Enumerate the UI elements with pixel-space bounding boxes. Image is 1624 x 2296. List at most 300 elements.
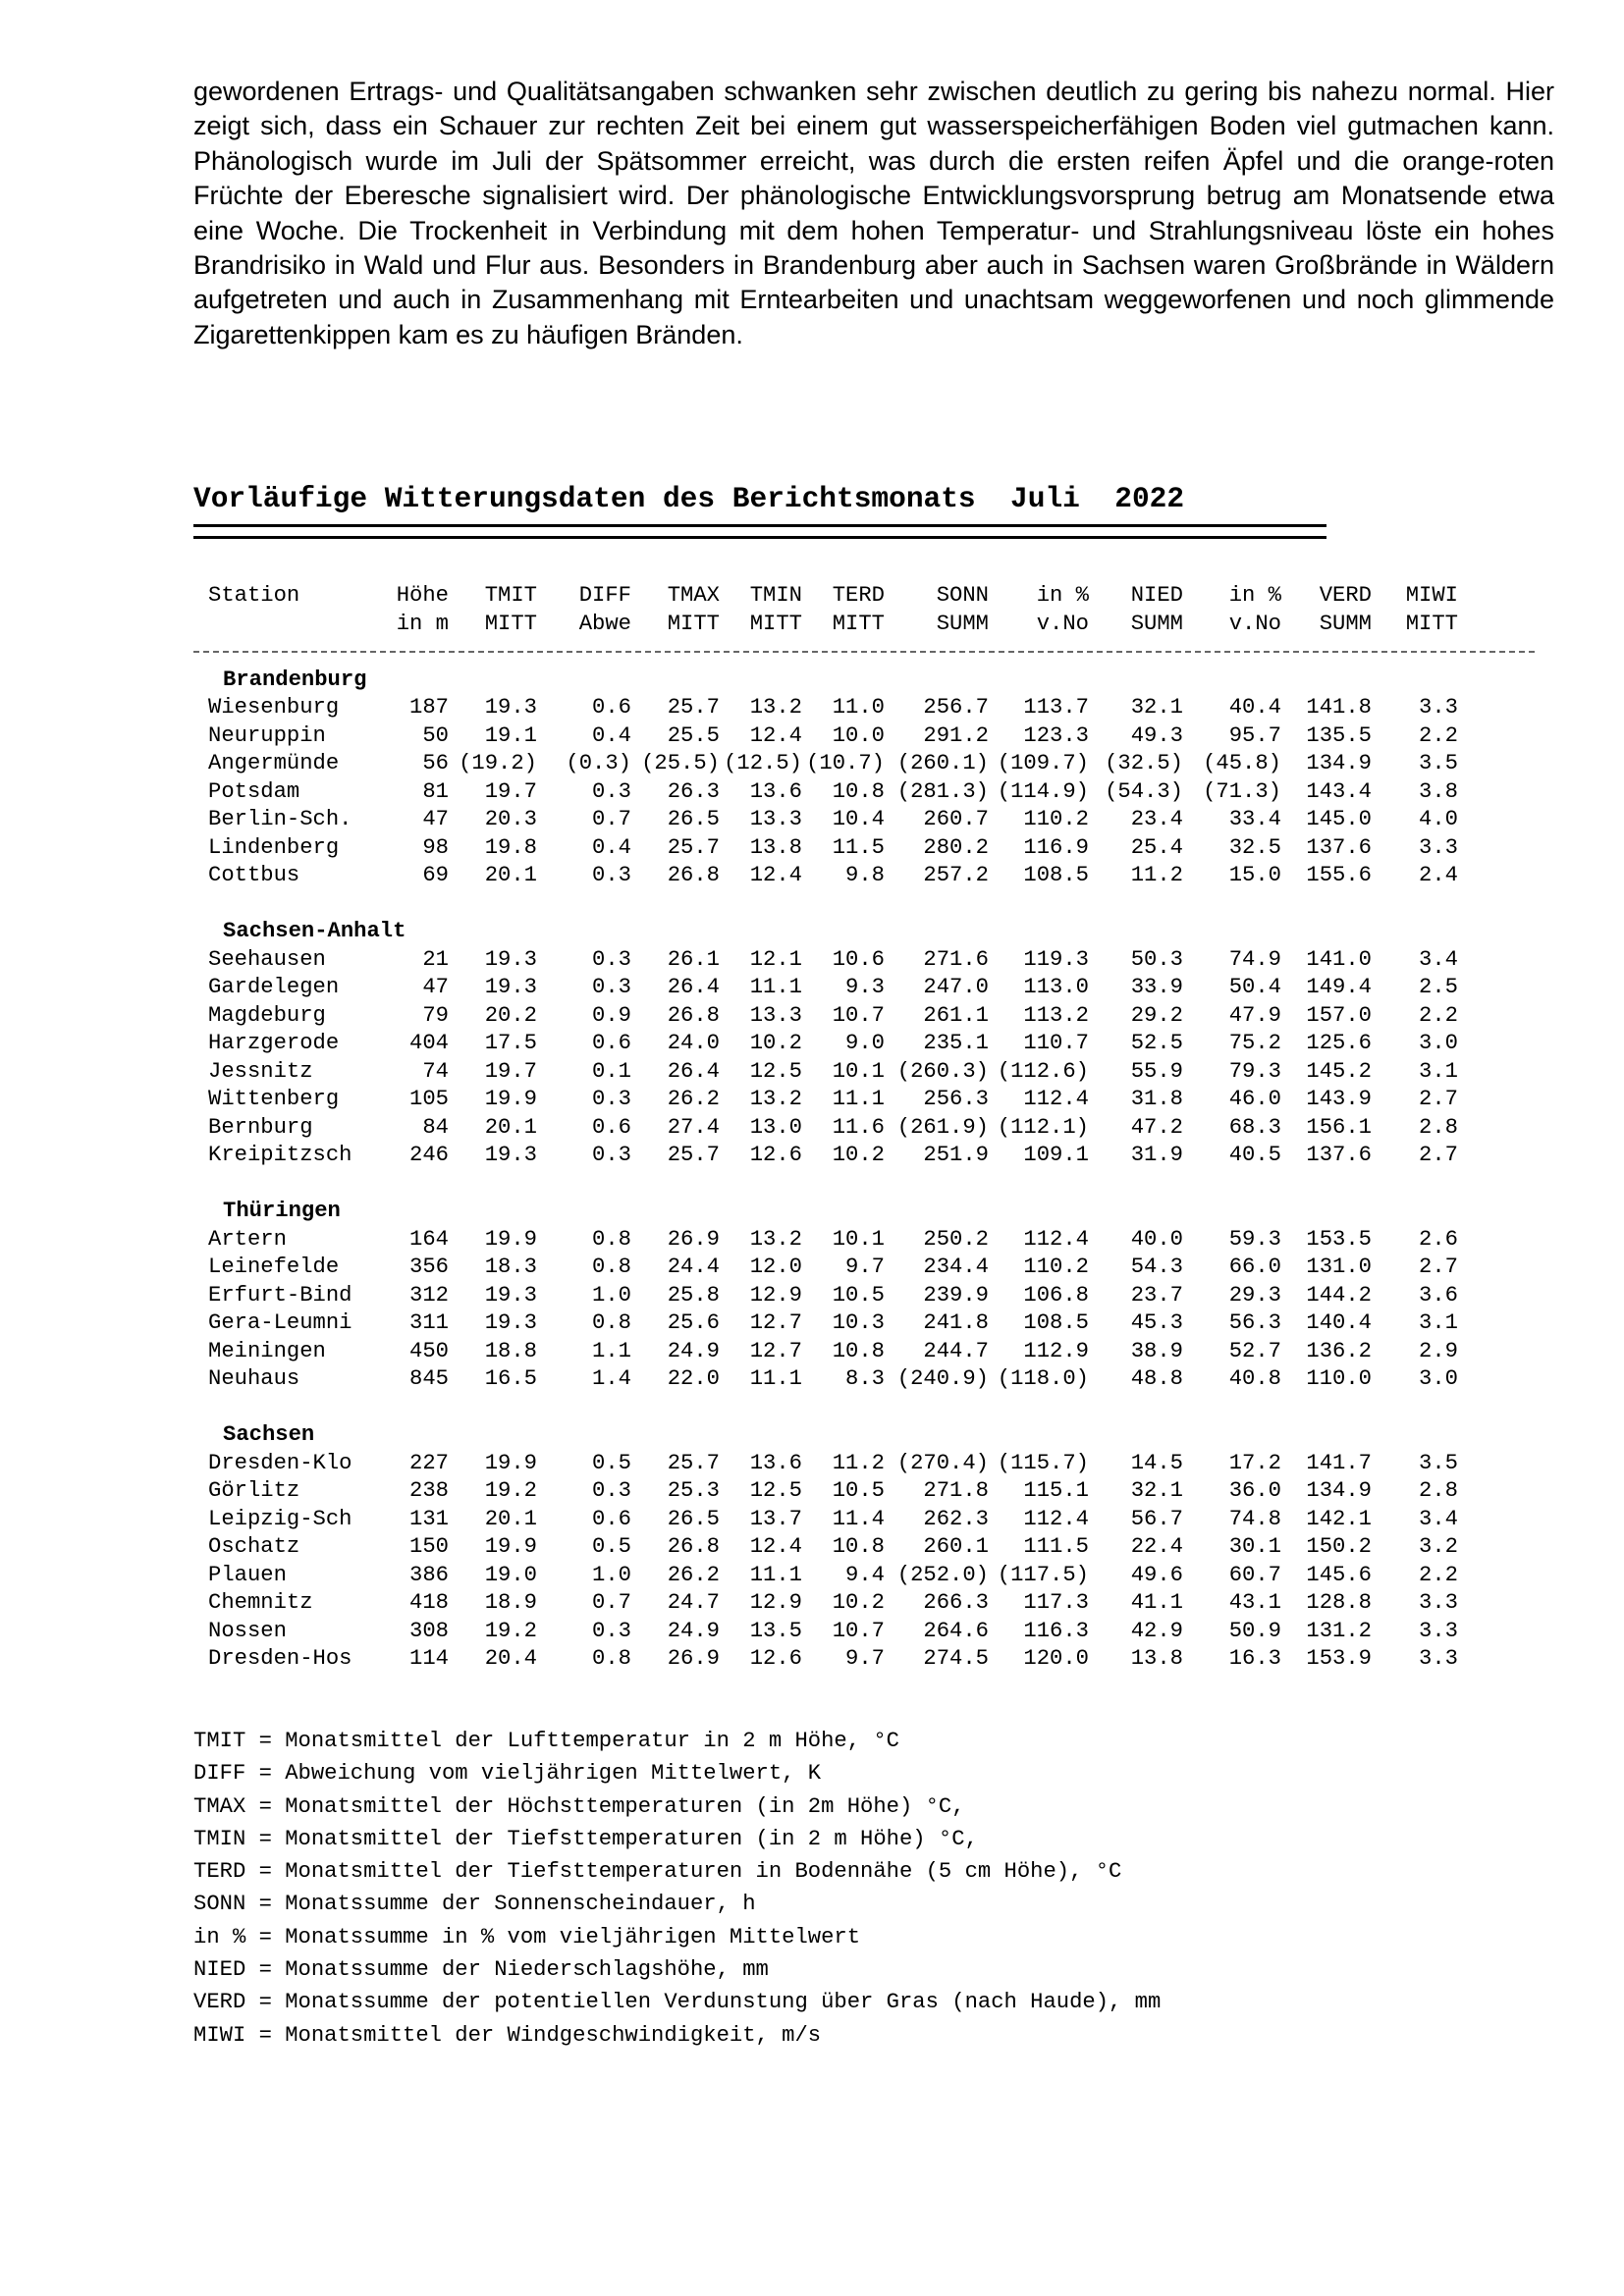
cell-tmax: 26.2 — [667, 1562, 720, 1587]
cell-station: Plauen — [208, 1562, 287, 1587]
cell-sonn: 257.2 — [923, 863, 989, 887]
cell-hoehe: 81 — [422, 778, 449, 804]
cell-nied-pct: 95.7 — [1228, 722, 1281, 748]
cell-sonn-pct: 119.3 — [1023, 946, 1089, 972]
cell-terd: 9.3 — [845, 975, 885, 999]
cell-sonn: (270.4) — [896, 1450, 989, 1475]
cell-nied-pct: v.No — [1228, 611, 1281, 636]
table-row — [196, 1142, 1551, 1170]
cell-sonn: (252.0) — [896, 1562, 989, 1587]
cell-tmin: 12.4 — [749, 863, 802, 887]
cell-hoehe: 311 — [409, 1310, 449, 1335]
state-group-heading: Thüringen — [223, 1199, 341, 1223]
cell-terd: 10.2 — [832, 1143, 885, 1167]
cell-tmax: 25.7 — [667, 695, 720, 720]
cell-tmax: 25.7 — [667, 1143, 720, 1167]
cell-tmit: 19.3 — [484, 1310, 537, 1335]
cell-sonn-pct: in % — [1036, 583, 1089, 608]
cell-nied-pct: 56.3 — [1228, 1310, 1281, 1335]
cell-miwi: 2.8 — [1419, 1478, 1458, 1503]
cell-terd: 10.3 — [832, 1310, 885, 1335]
table-row — [196, 778, 1551, 807]
cell-nied: 22.4 — [1130, 1534, 1183, 1559]
cell-tmin: 13.8 — [749, 834, 802, 860]
cell-terd: MITT — [832, 611, 885, 636]
cell-verd: 153.5 — [1306, 1226, 1372, 1252]
cell-hoehe: 79 — [422, 1002, 449, 1028]
cell-sonn: SUMM — [936, 611, 989, 636]
cell-nied-pct: 16.3 — [1228, 1646, 1281, 1671]
cell-tmax: 26.3 — [667, 778, 720, 804]
cell-tmax: 24.9 — [667, 1338, 720, 1363]
cell-miwi: 3.0 — [1419, 1031, 1458, 1055]
cell-verd: 157.0 — [1306, 1002, 1372, 1028]
cell-tmit: 19.7 — [484, 778, 537, 804]
table-row — [196, 1309, 1551, 1338]
table-row — [196, 694, 1551, 722]
cell-tmin: 13.0 — [749, 1114, 802, 1140]
cell-tmax: 25.7 — [667, 1450, 720, 1475]
cell-miwi: 3.8 — [1419, 778, 1458, 804]
legend-line: in % = Monatssumme in % vom vieljährigen Mittelwert — [193, 1924, 861, 1949]
cell-diff: 0.6 — [592, 1114, 631, 1140]
cell-nied: 40.0 — [1130, 1226, 1183, 1252]
cell-miwi: 3.3 — [1419, 1618, 1458, 1643]
cell-nied-pct: 17.2 — [1228, 1450, 1281, 1475]
cell-nied-pct: 40.4 — [1228, 695, 1281, 720]
cell-verd: 134.9 — [1306, 1478, 1372, 1503]
cell-diff: 0.8 — [592, 1226, 631, 1252]
cell-station — [196, 611, 378, 639]
table-row — [196, 1618, 1551, 1646]
cell-tmax: 26.4 — [667, 1058, 720, 1084]
cell-verd: 155.6 — [1306, 863, 1372, 887]
table-row — [196, 1450, 1551, 1478]
cell-verd: 149.4 — [1306, 975, 1372, 999]
cell-tmin: 12.6 — [749, 1143, 802, 1167]
cell-station: Angermünde — [208, 751, 340, 775]
cell-tmax: 26.8 — [667, 1002, 720, 1028]
cell-diff: 0.7 — [592, 807, 631, 831]
cell-nied-pct: (71.3) — [1203, 778, 1281, 804]
cell-miwi: 2.9 — [1419, 1338, 1458, 1363]
cell-nied: 31.9 — [1130, 1143, 1183, 1167]
cell-miwi: 2.2 — [1419, 1002, 1458, 1028]
cell-nied-pct: 50.4 — [1228, 975, 1281, 999]
cell-verd: 141.8 — [1306, 695, 1372, 720]
cell-tmit: 20.2 — [484, 1002, 537, 1028]
cell-nied-pct: 46.0 — [1228, 1087, 1281, 1111]
cell-nied-pct: 66.0 — [1228, 1255, 1281, 1279]
table-row — [196, 1477, 1551, 1506]
legend-line: TMIN = Monatsmittel der Tiefsttemperaturen (in 2 m Höhe) °C, — [193, 1826, 978, 1851]
cell-tmin: 12.9 — [749, 1282, 802, 1308]
cell-station: Neuruppin — [208, 722, 326, 748]
cell-terd: (10.7) — [806, 751, 885, 775]
cell-diff: 0.3 — [592, 778, 631, 804]
cell-tmin: 13.3 — [749, 1002, 802, 1028]
cell-tmin: 13.2 — [749, 695, 802, 720]
cell-station: Berlin-Sch. — [208, 807, 352, 831]
group-spacer — [196, 890, 1551, 919]
group-spacer — [196, 1394, 1551, 1422]
cell-station: Erfurt-Bind — [208, 1282, 352, 1308]
cell-miwi: 2.7 — [1419, 1255, 1458, 1279]
cell-sonn: 247.0 — [923, 975, 989, 999]
cell-hoehe: 131 — [409, 1506, 449, 1531]
cell-terd: 10.1 — [832, 1058, 885, 1084]
cell-hoehe: 404 — [409, 1031, 449, 1055]
table-row — [196, 1282, 1551, 1310]
table-row — [196, 1338, 1551, 1366]
cell-tmax: MITT — [667, 611, 720, 636]
cell-sonn: 241.8 — [923, 1310, 989, 1335]
cell-tmit: 19.0 — [484, 1562, 537, 1587]
cell-nied: 32.1 — [1130, 1478, 1183, 1503]
report-title — [193, 482, 1184, 515]
cell-miwi: 3.5 — [1419, 751, 1458, 775]
cell-verd: 134.9 — [1306, 751, 1372, 775]
intro-paragraph: gewordenen Ertrags- und Qualitätsangaben schwanken sehr zwischen deutlich zu gering bis nahezu normal. Hier zeigt sich, dass ein Schauer zur rechten Zeit bei einem gut wasserspeicherfähigen Boden viel gutmachen kann. Phänologisch wurde im Juli der Spätsommer erreicht, was durch die ersten reifen Äpfel und die orange-roten Früchte der Eberesche signalisiert wird. Der phänologische Entwicklungsvorsprung betrug am Monatsende etwa eine Woche. Die Trockenheit in Verbindung mit dem hohen Temperatur- und Strahlungsniveau löste ein hohes Brandrisiko in Wald und Flur aus. Besonders in Brandenburg aber auch in Sachsen waren Großbrände in Wäldern aufgetreten und auch in Zusammenhang mit Erntearbeiten und unachtsam weggeworfenen und noch glimmende Zigarettenkippen kam es zu häufigen Bränden. — [193, 77, 1554, 349]
cell-diff: 0.4 — [592, 722, 631, 748]
report-title-month: Juli — [1010, 482, 1080, 515]
cell-hoehe: 47 — [422, 807, 449, 831]
cell-tmin: 13.6 — [749, 778, 802, 804]
cell-station: Station — [208, 583, 300, 608]
cell-station: Görlitz — [208, 1478, 300, 1503]
cell-nied-pct: 30.1 — [1228, 1534, 1281, 1559]
cell-sonn-pct: 116.9 — [1023, 834, 1089, 860]
cell-tmin: 12.5 — [749, 1478, 802, 1503]
cell-tmax: 25.6 — [667, 1310, 720, 1335]
cell-sonn-pct: 113.0 — [1023, 975, 1089, 999]
cell-nied-pct: 59.3 — [1228, 1226, 1281, 1252]
cell-hoehe: 74 — [422, 1058, 449, 1084]
cell-station: Wittenberg — [208, 1087, 340, 1111]
cell-nied: 42.9 — [1130, 1618, 1183, 1643]
cell-station: Neuhaus — [208, 1366, 300, 1391]
cell-diff: 0.4 — [592, 834, 631, 860]
cell-tmit: 19.7 — [484, 1058, 537, 1084]
cell-station: Leinefelde — [208, 1255, 340, 1279]
table-row — [196, 1589, 1551, 1618]
cell-sonn-pct: 108.5 — [1023, 1310, 1089, 1335]
cell-nied: 29.2 — [1130, 1002, 1183, 1028]
cell-terd: 10.1 — [832, 1226, 885, 1252]
cell-tmit: 19.3 — [484, 946, 537, 972]
table-row — [196, 1226, 1551, 1255]
cell-diff: 0.3 — [592, 1478, 631, 1503]
cell-nied: 55.9 — [1130, 1058, 1183, 1084]
table-row — [196, 1645, 1551, 1674]
cell-tmit: 18.9 — [484, 1590, 537, 1615]
cell-tmin: 13.7 — [749, 1506, 802, 1531]
legend-line: VERD = Monatssumme der potentiellen Verdunstung über Gras (nach Haude), mm — [193, 1990, 1162, 2015]
cell-diff: DIFF — [578, 583, 631, 608]
cell-sonn-pct: (118.0) — [997, 1366, 1089, 1391]
cell-terd: 10.8 — [832, 1338, 885, 1363]
cell-hoehe: 114 — [409, 1646, 449, 1671]
cell-sonn: 261.1 — [923, 1002, 989, 1028]
cell-nied: 11.2 — [1130, 863, 1183, 887]
cell-miwi: 3.0 — [1419, 1366, 1458, 1391]
cell-sonn-pct: 113.7 — [1023, 695, 1089, 720]
cell-tmax: 26.9 — [667, 1226, 720, 1252]
cell-tmin: 12.6 — [749, 1646, 802, 1671]
cell-terd: 10.0 — [832, 722, 885, 748]
cell-tmin: 10.2 — [749, 1031, 802, 1055]
cell-tmit: 18.8 — [484, 1338, 537, 1363]
cell-tmin: 12.7 — [749, 1338, 802, 1363]
cell-nied-pct: 29.3 — [1228, 1282, 1281, 1308]
cell-sonn: 256.3 — [923, 1087, 989, 1111]
cell-nied: 49.3 — [1130, 722, 1183, 748]
cell-nied: 50.3 — [1130, 946, 1183, 972]
cell-verd: 143.9 — [1306, 1087, 1372, 1111]
cell-hoehe: 227 — [409, 1450, 449, 1475]
cell-sonn: 271.6 — [923, 946, 989, 972]
cell-sonn: (240.9) — [896, 1366, 989, 1391]
cell-station: Leipzig-Sch — [208, 1506, 352, 1531]
cell-sonn: 291.2 — [923, 722, 989, 748]
cell-station: Kreipitzsch — [208, 1143, 352, 1167]
cell-nied: (32.5) — [1105, 751, 1183, 775]
cell-terd: 9.7 — [845, 1255, 885, 1279]
cell-tmit: (19.2) — [459, 751, 537, 775]
cell-sonn: (260.1) — [896, 751, 989, 775]
cell-tmin: 11.1 — [749, 1562, 802, 1587]
cell-terd: 10.8 — [832, 778, 885, 804]
cell-verd: 131.0 — [1306, 1255, 1372, 1279]
cell-tmit: MITT — [484, 611, 537, 636]
cell-sonn-pct: 112.4 — [1023, 1506, 1089, 1531]
table-row — [196, 1562, 1551, 1590]
cell-sonn: 251.9 — [923, 1143, 989, 1167]
cell-tmin: 13.2 — [749, 1226, 802, 1252]
cell-station: Bernburg — [208, 1114, 313, 1140]
cell-nied-pct: 75.2 — [1228, 1031, 1281, 1055]
cell-terd: 11.0 — [832, 695, 885, 720]
cell-hoehe: 845 — [409, 1366, 449, 1391]
cell-hoehe: Höhe — [396, 583, 449, 608]
cell-verd: 150.2 — [1306, 1534, 1372, 1559]
legend-line: DIFF = Abweichung vom vieljährigen Mittelwert, K — [193, 1761, 822, 1787]
cell-diff: 0.3 — [592, 1087, 631, 1111]
table-row — [196, 1030, 1551, 1058]
cell-nied: 41.1 — [1130, 1590, 1183, 1615]
cell-tmin: (12.5) — [724, 751, 802, 775]
cell-miwi: 2.6 — [1419, 1226, 1458, 1252]
cell-verd: 141.7 — [1306, 1450, 1372, 1475]
cell-nied: 54.3 — [1130, 1255, 1183, 1279]
cell-tmin: 12.7 — [749, 1310, 802, 1335]
cell-verd: 145.6 — [1306, 1562, 1372, 1587]
cell-nied-pct: 68.3 — [1228, 1114, 1281, 1140]
cell-verd: 131.2 — [1306, 1618, 1372, 1643]
cell-hoehe: 21 — [422, 946, 449, 972]
cell-nied-pct: 43.1 — [1228, 1590, 1281, 1615]
cell-sonn: (260.3) — [896, 1058, 989, 1084]
cell-nied-pct: 15.0 — [1228, 863, 1281, 887]
cell-station: Chemnitz — [208, 1590, 313, 1615]
cell-tmin: 12.0 — [749, 1255, 802, 1279]
cell-tmax: 26.9 — [667, 1646, 720, 1671]
cell-diff: 0.3 — [592, 1143, 631, 1167]
cell-diff: 0.6 — [592, 1506, 631, 1531]
cell-hoehe: 69 — [422, 863, 449, 887]
cell-hoehe: in m — [396, 611, 449, 636]
cell-diff: 0.8 — [592, 1310, 631, 1335]
cell-miwi: 3.6 — [1419, 1282, 1458, 1308]
table-header-row — [196, 611, 1551, 639]
cell-miwi: 3.3 — [1419, 695, 1458, 720]
cell-tmax: 26.4 — [667, 975, 720, 999]
cell-miwi: 4.0 — [1419, 807, 1458, 831]
cell-diff: (0.3) — [566, 751, 631, 775]
cell-nied: NIED — [1130, 583, 1183, 608]
cell-verd: 110.0 — [1306, 1366, 1372, 1391]
cell-tmax: 26.5 — [667, 807, 720, 831]
cell-tmin: MITT — [749, 611, 802, 636]
cell-verd: 135.5 — [1306, 722, 1372, 748]
cell-hoehe: 164 — [409, 1226, 449, 1252]
cell-verd: 156.1 — [1306, 1114, 1372, 1140]
cell-miwi: 2.2 — [1419, 722, 1458, 748]
cell-nied: 52.5 — [1130, 1031, 1183, 1055]
state-group-heading: Sachsen-Anhalt — [223, 919, 406, 943]
cell-sonn-pct: 112.4 — [1023, 1226, 1089, 1252]
cell-tmax: 26.1 — [667, 946, 720, 972]
cell-terd: 11.2 — [832, 1450, 885, 1475]
legend-line: NIED = Monatssumme der Niederschlagshöhe, mm — [193, 1957, 769, 1983]
cell-tmax: (25.5) — [641, 751, 720, 775]
cell-terd: 11.1 — [832, 1087, 885, 1111]
cell-sonn: 271.8 — [923, 1478, 989, 1503]
cell-tmax: 27.4 — [667, 1114, 720, 1140]
cell-tmit: 20.1 — [484, 1114, 537, 1140]
cell-sonn: 262.3 — [923, 1506, 989, 1531]
cell-sonn: SONN — [936, 583, 989, 608]
cell-sonn: (281.3) — [896, 778, 989, 804]
cell-tmit: 19.3 — [484, 1282, 537, 1308]
cell-tmin: 12.4 — [749, 722, 802, 748]
cell-tmit: 19.3 — [484, 695, 537, 720]
table-row — [196, 1533, 1551, 1562]
legend-line: TERD = Monatsmittel der Tiefsttemperaturen in Bodennähe (5 cm Höhe), °C — [193, 1859, 1122, 1885]
cell-tmit: TMIT — [484, 583, 537, 608]
table-row — [196, 1086, 1551, 1114]
cell-hoehe: 356 — [409, 1255, 449, 1279]
cell-tmax: 25.5 — [667, 722, 720, 748]
cell-sonn-pct: 113.2 — [1023, 1002, 1089, 1028]
cell-nied-pct: 60.7 — [1228, 1562, 1281, 1587]
cell-hoehe: 450 — [409, 1338, 449, 1363]
cell-verd: 145.0 — [1306, 807, 1372, 831]
cell-sonn: 264.6 — [923, 1618, 989, 1643]
cell-sonn-pct: 117.3 — [1023, 1590, 1089, 1615]
cell-diff: Abwe — [578, 611, 631, 636]
cell-hoehe: 84 — [422, 1114, 449, 1140]
cell-sonn-pct: 115.1 — [1023, 1478, 1089, 1503]
cell-tmit: 19.1 — [484, 722, 537, 748]
cell-tmit: 19.9 — [484, 1450, 537, 1475]
cell-verd: 153.9 — [1306, 1646, 1372, 1671]
cell-tmin: 12.1 — [749, 946, 802, 972]
cell-station: Nossen — [208, 1618, 287, 1643]
cell-tmit: 20.4 — [484, 1646, 537, 1671]
cell-verd: 141.0 — [1306, 946, 1372, 972]
cell-nied-pct: 36.0 — [1228, 1478, 1281, 1503]
header-dashed-separator — [196, 638, 1551, 667]
cell-tmit: 20.3 — [484, 807, 537, 831]
table-row — [196, 1114, 1551, 1143]
cell-nied: 38.9 — [1130, 1338, 1183, 1363]
cell-nied-pct: (45.8) — [1203, 751, 1281, 775]
cell-tmin: 13.3 — [749, 807, 802, 831]
cell-miwi: 3.4 — [1419, 1506, 1458, 1531]
cell-nied: 48.8 — [1130, 1366, 1183, 1391]
cell-miwi: 3.1 — [1419, 1310, 1458, 1335]
cell-diff: 0.6 — [592, 1031, 631, 1055]
abbreviation-legend — [193, 1725, 1161, 2052]
cell-sonn: 244.7 — [923, 1338, 989, 1363]
cell-station: Seehausen — [208, 946, 326, 972]
cell-station: Gardelegen — [208, 975, 340, 999]
cell-tmit: 19.2 — [484, 1478, 537, 1503]
cell-nied: 23.4 — [1130, 807, 1183, 831]
cell-terd: 10.6 — [832, 946, 885, 972]
cell-verd: 140.4 — [1306, 1310, 1372, 1335]
cell-terd: 10.8 — [832, 1534, 885, 1559]
cell-sonn-pct: 116.3 — [1023, 1618, 1089, 1643]
cell-station: Lindenberg — [208, 834, 340, 860]
cell-hoehe: 308 — [409, 1618, 449, 1643]
cell-tmax: 22.0 — [667, 1366, 720, 1391]
table-header-row — [196, 582, 1551, 611]
cell-sonn: 260.7 — [923, 807, 989, 831]
cell-verd: 142.1 — [1306, 1506, 1372, 1531]
legend-line: TMIT = Monatsmittel der Lufttemperatur in 2 m Höhe, °C — [193, 1729, 899, 1753]
cell-nied: 33.9 — [1130, 975, 1183, 999]
cell-terd: 11.5 — [832, 834, 885, 860]
cell-miwi: 2.8 — [1419, 1114, 1458, 1140]
cell-sonn-pct: (117.5) — [997, 1562, 1089, 1587]
cell-tmin: 12.9 — [749, 1590, 802, 1615]
cell-sonn: 280.2 — [923, 834, 989, 860]
cell-tmax: 25.7 — [667, 834, 720, 860]
cell-nied-pct: 40.5 — [1228, 1143, 1281, 1167]
cell-tmax: 26.2 — [667, 1087, 720, 1111]
legend-line: MIWI = Monatsmittel der Windgeschwindigkeit, m/s — [193, 2022, 822, 2048]
cell-diff: 1.0 — [592, 1282, 631, 1308]
cell-sonn-pct: (114.9) — [997, 778, 1089, 804]
cell-tmit: 20.1 — [484, 1506, 537, 1531]
cell-nied: 45.3 — [1130, 1310, 1183, 1335]
cell-tmin: 13.6 — [749, 1450, 802, 1475]
cell-sonn-pct: (112.1) — [997, 1114, 1089, 1140]
cell-station: Harzgerode — [208, 1031, 340, 1055]
cell-hoehe: 56 — [422, 751, 449, 775]
cell-station: Artern — [208, 1226, 287, 1252]
cell-tmax: 25.3 — [667, 1478, 720, 1503]
cell-sonn: 250.2 — [923, 1226, 989, 1252]
cell-tmin: 12.4 — [749, 1534, 802, 1559]
cell-diff: 0.8 — [592, 1255, 631, 1279]
report-title-year: 2022 — [1114, 482, 1185, 515]
cell-sonn: 274.5 — [923, 1646, 989, 1671]
cell-verd: SUMM — [1319, 611, 1372, 636]
cell-nied: 14.5 — [1130, 1450, 1183, 1475]
